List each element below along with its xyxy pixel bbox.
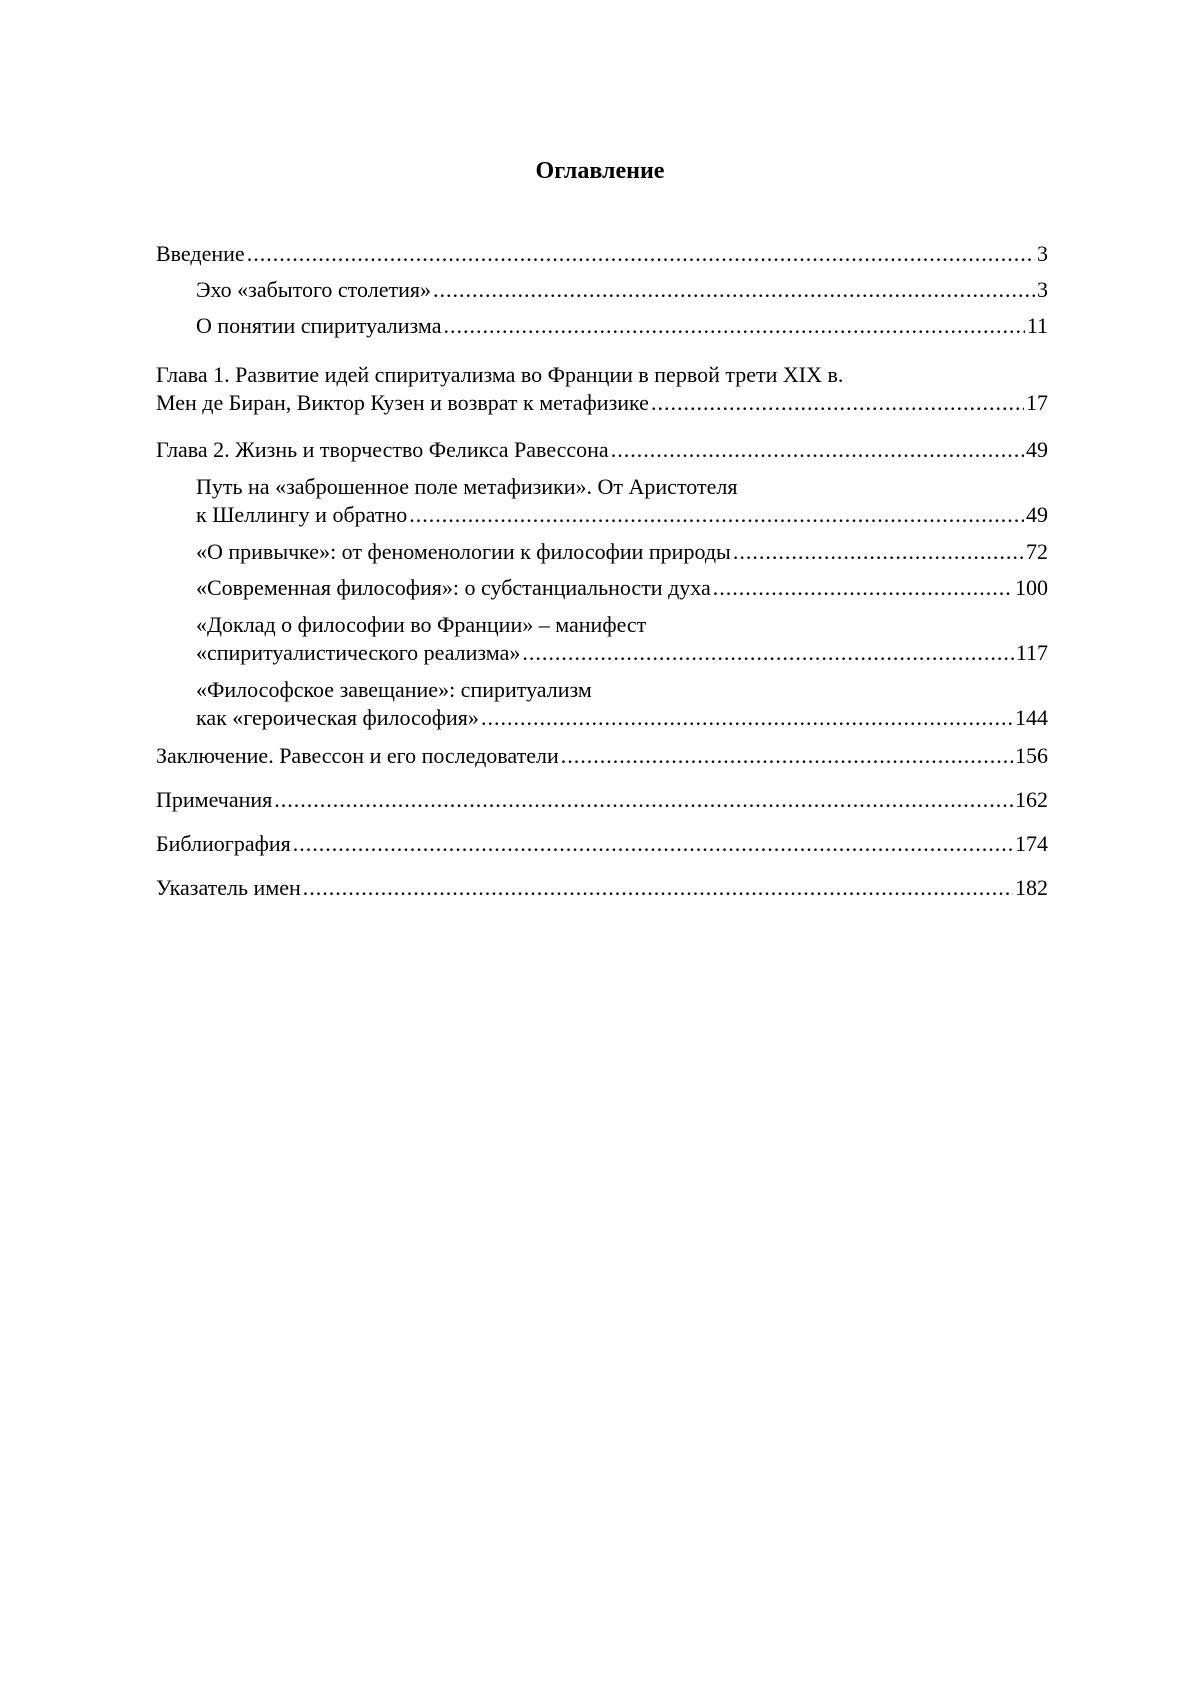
toc-entry — [156, 276, 1048, 304]
toc-entry-text: «спиритуалистического реализма» — [196, 640, 521, 665]
toc-entry — [156, 611, 1048, 667]
page-title: Оглавление — [535, 158, 665, 184]
dot-leader — [561, 742, 1013, 770]
toc-page-number: 162 — [1015, 787, 1048, 812]
dot-leader — [713, 574, 1013, 602]
toc-entry — [156, 312, 1048, 340]
toc-entry — [156, 574, 1048, 602]
dot-leader — [303, 874, 1013, 902]
dot-leader — [481, 704, 1013, 732]
toc-page-number: 144 — [1015, 705, 1048, 730]
dot-leader — [611, 436, 1024, 464]
toc-entry-text: «Доклад о философии во Франции» – манифест — [196, 612, 647, 637]
toc-page-number: 117 — [1015, 640, 1048, 665]
toc-entry — [156, 830, 1048, 858]
toc-page-number: 3 — [1037, 277, 1048, 302]
toc-entry-text: к Шеллингу и обратно — [196, 502, 408, 527]
toc-entry-text: Путь на «заброшенное поле метафизики». От Аристотеля — [196, 474, 738, 499]
toc-entry-text: Глава 1. Развитие идей спиритуализма во Франции в первой трети XIX в. — [156, 362, 844, 387]
toc-page-number: 156 — [1015, 743, 1048, 768]
toc-entry-text: «О привычке»: от феноменологии к философии природы — [196, 539, 731, 564]
toc-entry — [156, 538, 1048, 566]
toc-entry-text: «Философское завещание»: спиритуализм — [196, 677, 592, 702]
toc-entry-text: О понятии спиритуализма — [196, 313, 442, 338]
dot-leader — [409, 501, 1024, 529]
toc-entry-text: Указатель имен — [156, 875, 301, 900]
toc-entry — [156, 361, 1048, 417]
dot-leader — [293, 830, 1013, 858]
toc-entry-text: Примечания — [156, 787, 273, 812]
toc-page-number: 11 — [1026, 313, 1048, 338]
toc-entry-text: «Современная философия»: о субстанциальности духа — [196, 575, 711, 600]
toc-entry-text: Мен де Биран, Виктор Кузен и возврат к метафизике — [156, 390, 649, 415]
toc-entry-text: Введение — [156, 241, 245, 266]
toc-page-number: 49 — [1026, 437, 1048, 462]
toc-entry — [156, 786, 1048, 814]
dot-leader — [651, 389, 1024, 417]
toc-page-number: 17 — [1026, 390, 1048, 415]
toc-entry — [156, 240, 1048, 268]
toc-entry-text: Эхо «забытого столетия» — [196, 277, 431, 302]
toc-page-number: 49 — [1026, 502, 1048, 527]
toc-entry — [156, 436, 1048, 464]
dot-leader — [433, 276, 1035, 304]
toc-entry — [156, 676, 1048, 732]
toc-page-number: 3 — [1037, 241, 1048, 266]
toc-page-number: 100 — [1015, 575, 1048, 600]
dot-leader — [274, 786, 1013, 814]
toc-entry — [156, 742, 1048, 770]
dot-leader — [733, 538, 1024, 566]
toc-page-number: 182 — [1015, 875, 1048, 900]
toc-entry-text: Библиография — [156, 831, 291, 856]
toc-entry-text: Заключение. Равессон и его последователи — [156, 743, 559, 768]
toc-entry — [156, 874, 1048, 902]
dot-leader — [443, 312, 1024, 340]
toc-entry-text: как «героическая философия» — [196, 705, 479, 730]
toc-entry — [156, 473, 1048, 529]
toc-page-number: 174 — [1015, 831, 1048, 856]
dot-leader — [247, 240, 1035, 268]
toc-entry-text: Глава 2. Жизнь и творчество Феликса Равессона — [156, 437, 609, 462]
dot-leader — [522, 639, 1013, 667]
toc-page-number: 72 — [1026, 539, 1048, 564]
